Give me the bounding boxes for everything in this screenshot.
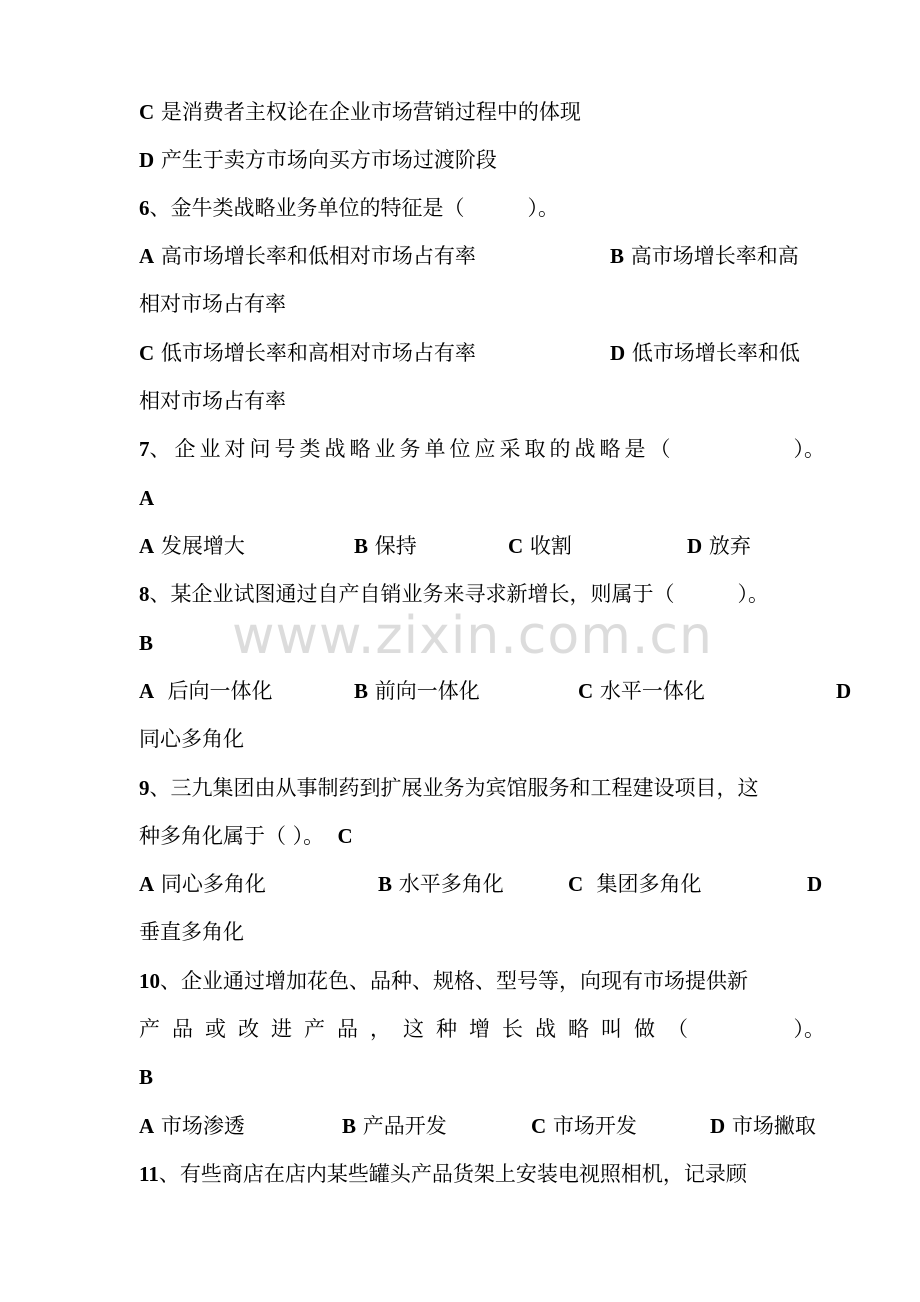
question-text: 种多角化属于（ ）。 xyxy=(139,824,325,848)
option-text: 低市场增长率和高相对市场占有率 xyxy=(160,341,476,365)
q6-option-a xyxy=(139,242,476,270)
option-letter: B xyxy=(378,872,393,896)
question-9 xyxy=(139,774,825,802)
question-8 xyxy=(139,580,825,608)
question-tail: ）。 xyxy=(793,1017,825,1041)
option-letter: C xyxy=(139,341,155,365)
option-text: 产品开发 xyxy=(362,1114,447,1138)
option-text: 产生于卖方市场向买方市场过渡阶段 xyxy=(160,148,497,172)
q7-answer: A xyxy=(139,486,155,510)
question-7 xyxy=(139,435,825,463)
option-letter: A xyxy=(139,1114,155,1138)
question-text: 产品或改进产品，这种增长战略叫做（ xyxy=(139,1017,700,1041)
question-number: 11 xyxy=(139,1162,159,1186)
q10-option-b xyxy=(342,1112,447,1140)
option-text: 前向一体化 xyxy=(374,679,480,703)
option-letter: B xyxy=(610,244,625,268)
q10-option-c xyxy=(531,1112,637,1140)
q7-option-b xyxy=(354,532,417,560)
option-letter: C xyxy=(568,872,584,896)
q7-option-d xyxy=(687,532,751,560)
question-number: 9 xyxy=(139,776,150,800)
option-letter: D xyxy=(139,148,155,172)
q9-option-d-cont: 垂直多角化 xyxy=(139,920,244,944)
option-text: 同心多角化 xyxy=(160,872,266,896)
option-text: 是消费者主权论在企业市场营销过程中的体现 xyxy=(160,100,581,124)
q9-option-a xyxy=(139,870,266,898)
option-letter: A xyxy=(139,679,155,703)
q6-option-b xyxy=(610,242,799,270)
q8-option-d-letter: D xyxy=(836,679,852,703)
option-text: 水平多角化 xyxy=(398,872,504,896)
q10-option-a xyxy=(139,1112,245,1140)
option-letter: A xyxy=(139,872,155,896)
q9-option-d-letter: D xyxy=(807,872,823,896)
option-letter: A xyxy=(139,244,155,268)
option-letter: C xyxy=(508,534,524,558)
option-text: 后向一体化 xyxy=(167,679,273,703)
question-text: 、某企业试图通过自产自销业务来寻求新增长，则属于（ ）。 xyxy=(149,582,769,606)
question-tail: ）。 xyxy=(793,437,825,461)
option-letter: D xyxy=(710,1114,726,1138)
option-letter: C xyxy=(531,1114,547,1138)
option-text: 集团多角化 xyxy=(596,872,702,896)
question-text: 、有些商店在店内某些罐头产品货架上安装电视照相机，记录顾 xyxy=(158,1162,747,1186)
question-number: 7 xyxy=(139,437,150,461)
option-text: 低市场增长率和低 xyxy=(631,341,800,365)
option-text: 市场撇取 xyxy=(731,1114,816,1138)
question-10 xyxy=(139,967,825,995)
option-letter: B xyxy=(342,1114,357,1138)
q9-option-b xyxy=(378,870,504,898)
option-text: 放弃 xyxy=(708,534,751,558)
option-letter: C xyxy=(578,679,594,703)
option-text: 高市场增长率和低相对市场占有率 xyxy=(160,244,476,268)
question-text: 、企业通过增加花色、品种、规格、型号等，向现有市场提供新 xyxy=(160,969,748,993)
q6-option-b-cont: 相对市场占有率 xyxy=(139,292,286,316)
option-d-line xyxy=(139,146,825,174)
question-10-cont xyxy=(139,1015,825,1043)
q6-option-d xyxy=(610,339,800,367)
q8-option-a xyxy=(139,677,273,705)
option-text: 市场渗透 xyxy=(160,1114,245,1138)
option-text: 保持 xyxy=(374,534,417,558)
question-number: 10 xyxy=(139,969,160,993)
option-letter: B xyxy=(354,679,369,703)
option-c-line xyxy=(139,98,825,126)
option-letter: A xyxy=(139,534,155,558)
q6-option-c xyxy=(139,339,476,367)
q10-answer: B xyxy=(139,1065,154,1089)
q7-option-a xyxy=(139,532,245,560)
option-letter: D xyxy=(687,534,703,558)
option-letter: B xyxy=(354,534,369,558)
q8-option-d-cont: 同心多角化 xyxy=(139,727,244,751)
question-11 xyxy=(139,1160,825,1188)
q6-option-d-cont: 相对市场占有率 xyxy=(139,389,286,413)
option-text: 高市场增长率和高 xyxy=(630,244,799,268)
question-text: 、三九集团由从事制药到扩展业务为宾馆服务和工程建设项目，这 xyxy=(149,776,759,800)
question-number: 6 xyxy=(139,196,150,220)
question-number: 8 xyxy=(139,582,150,606)
q9-option-c xyxy=(568,870,702,898)
q7-option-c xyxy=(508,532,572,560)
option-text: 市场开发 xyxy=(552,1114,637,1138)
question-text: 、企业对问号类战略业务单位应采取的战略是（ xyxy=(149,437,675,461)
q8-option-c xyxy=(578,677,705,705)
question-9-cont xyxy=(139,822,825,850)
answer: C xyxy=(337,824,353,848)
watermark: www.zixin.com.cn xyxy=(232,606,713,666)
q8-option-b xyxy=(354,677,480,705)
q10-option-d xyxy=(710,1112,816,1140)
question-text: 、金牛类战略业务单位的特征是（ ）。 xyxy=(149,196,559,220)
option-letter: C xyxy=(139,100,155,124)
q8-answer: B xyxy=(139,631,154,655)
question-6 xyxy=(139,194,825,222)
option-text: 水平一体化 xyxy=(599,679,705,703)
option-text: 收割 xyxy=(529,534,572,558)
option-letter: D xyxy=(610,341,626,365)
option-text: 发展增大 xyxy=(160,534,245,558)
